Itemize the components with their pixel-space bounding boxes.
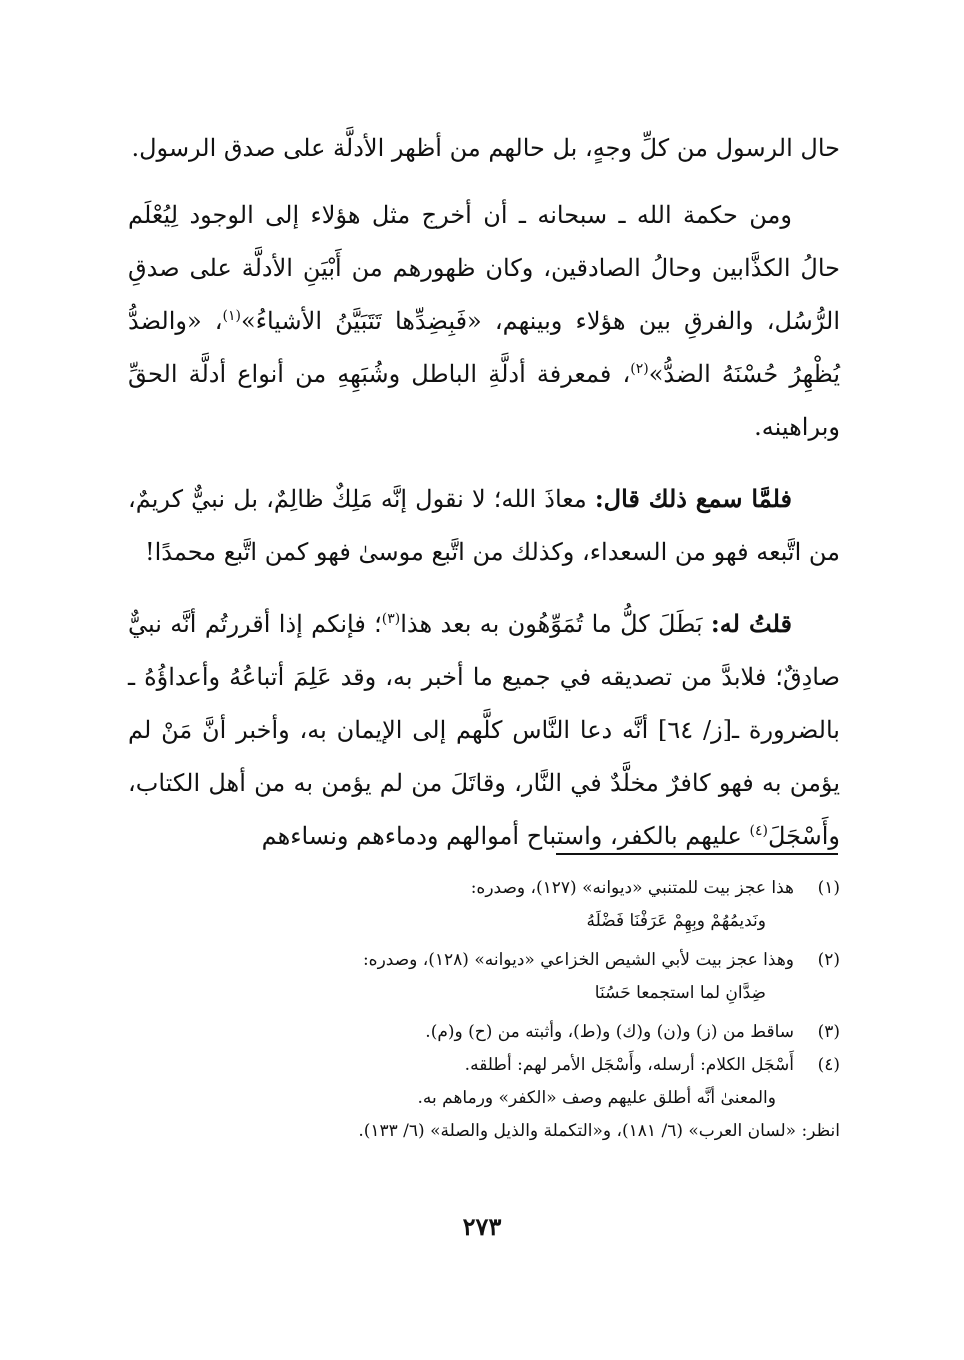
footnote-ref-1[interactable]: (١) — [222, 308, 242, 324]
footnote-4 — [150, 1049, 840, 1115]
footnote-2-verse: ضِدَّانِ لما استجمعا حَسُنَا — [594, 983, 766, 1003]
footnote-4-line-2: والمعنىٰ أنَّه أطلق عليهم وصف «الكفر» ورماهم به. — [417, 1088, 776, 1108]
paragraph-4-text-a: بَطَلَ كلُّ ما تُمَوِّهُون به بعد هذا — [400, 610, 711, 638]
paragraph-4-text-c: عليهم بالكفر، واستباح أموالهم ودماءهم ونساءهم — [261, 822, 750, 850]
footnote-4-line-1: أَسْجَل الكلام: أرسله، وأَسْجَل الأمر لهم: أطلقه. — [464, 1055, 794, 1075]
footnote-ref-4[interactable]: (٤) — [749, 823, 768, 839]
paragraph-3 — [128, 472, 840, 579]
footnote-4-number: (٤) — [817, 1055, 840, 1075]
footnote-3-number: (٣) — [817, 1022, 840, 1042]
footnote-1-verse: ونَديمُهُمْ وبِهِمْ عَرَفْنَا فَضْلَهُ — [586, 911, 766, 931]
footnote-4-line-3: انظر: «لسان العرب» (٦/ ١٨١)، و«التكملة والذيل والصلة» (٦/ ١٣٣). — [358, 1121, 840, 1141]
footnote-ref-3[interactable]: (٣) — [381, 611, 401, 627]
paragraph-4-lead: قلتُ له: — [710, 609, 792, 638]
footnote-1-body — [150, 872, 794, 938]
footnote-2-number: (٢) — [817, 950, 840, 970]
page-number: ٢٧٣ — [462, 1212, 502, 1241]
footnote-2 — [150, 944, 840, 1010]
footnote-ref-2[interactable]: (٢) — [630, 361, 649, 377]
footnote-2-body — [150, 944, 794, 1010]
footnotes — [150, 872, 840, 1148]
footnote-1-line: هذا عجز بيت للمتنبي «ديوانه» (١٢٧)، وصدره: — [470, 878, 794, 898]
paragraph-2-text-c: ، فمعرفة أدلَّةِ الباطل وشُبَهِهِ من أنواع أدلَّة الحقِّ وبراهينه. — [128, 360, 840, 441]
footnote-3-body — [150, 1016, 794, 1049]
footnote-2-line: وهذا عجز بيت لأبي الشيص الخزاعي «ديوانه» (١٢٨)، وصدره: — [362, 950, 794, 970]
footnote-3 — [150, 1016, 840, 1049]
paragraph-2-text-b: ، «والضدُّ يُظْهِرُ حُسْنَهُ الضدُّ» — [128, 307, 841, 388]
paragraph-1-text: حال الرسول من كلِّ وجهٍ، بل حالهم من أظهر الأدلَّة على صدق الرسول. — [131, 134, 840, 162]
paragraph-4 — [128, 597, 840, 863]
footnote-separator — [556, 853, 838, 855]
paragraph-2 — [128, 189, 840, 454]
footnote-1-number: (١) — [817, 878, 840, 898]
paragraph-3-lead: فلمَّا سمع ذلك قال: — [594, 484, 792, 513]
paragraph-4-text-b: ؛ فإنكم إذا أقررتُم أنَّه نبيٌّ صادِقٌ؛ فلابدَّ من تصديقه في جميع ما أخبر به، وقد عَلِمَ أتباعُهُ وأعداؤُهُ ـ بالضرورة ـ[ز/ ٦٤] أنَّه دعا النَّاس كلَّهم إلى الإيمان به، وأخبر أنَّ مَنْ لم يؤمن به فهو كافرٌ مخلَّدٌ في النَّار، وقاتَلَ من لم يؤمن به من أهل الكتاب، وأَسْجَلَ — [128, 610, 840, 850]
footnote-4-body — [150, 1049, 794, 1115]
paragraph-1 — [128, 122, 840, 175]
paragraph-2-text-a: ومن حكمة الله ـ سبحانه ـ أن أخرج مثل هؤلاء إلى الوجود لِيُعْلَم حالُ الكذَّابين وحالُ الصادقين، وكان ظهورهم من أَبْيَنِ الأدلَّة على صدقِ الرُّسُل، والفرقِ بين هؤلاء وبينهم، «فَبِضِدِّها تَتَبَيَّنُ الأشياءُ» — [128, 201, 840, 335]
main-text — [128, 122, 840, 881]
paragraph-3-text: معاذَ الله؛ لا نقول إنَّه مَلِكٌ ظالِمٌ، بل نبيٌّ كريمٌ، من اتَّبعه فهو من السعداء، وكذلك من اتَّبع موسىٰ فهو كمن اتَّبع محمدًا! — [128, 485, 840, 566]
footnote-3-line: ساقط من (ز) و(ن) و(ك) و(ط)، وأثبته من (ح) و(م). — [425, 1022, 794, 1042]
footnote-1 — [150, 872, 840, 938]
